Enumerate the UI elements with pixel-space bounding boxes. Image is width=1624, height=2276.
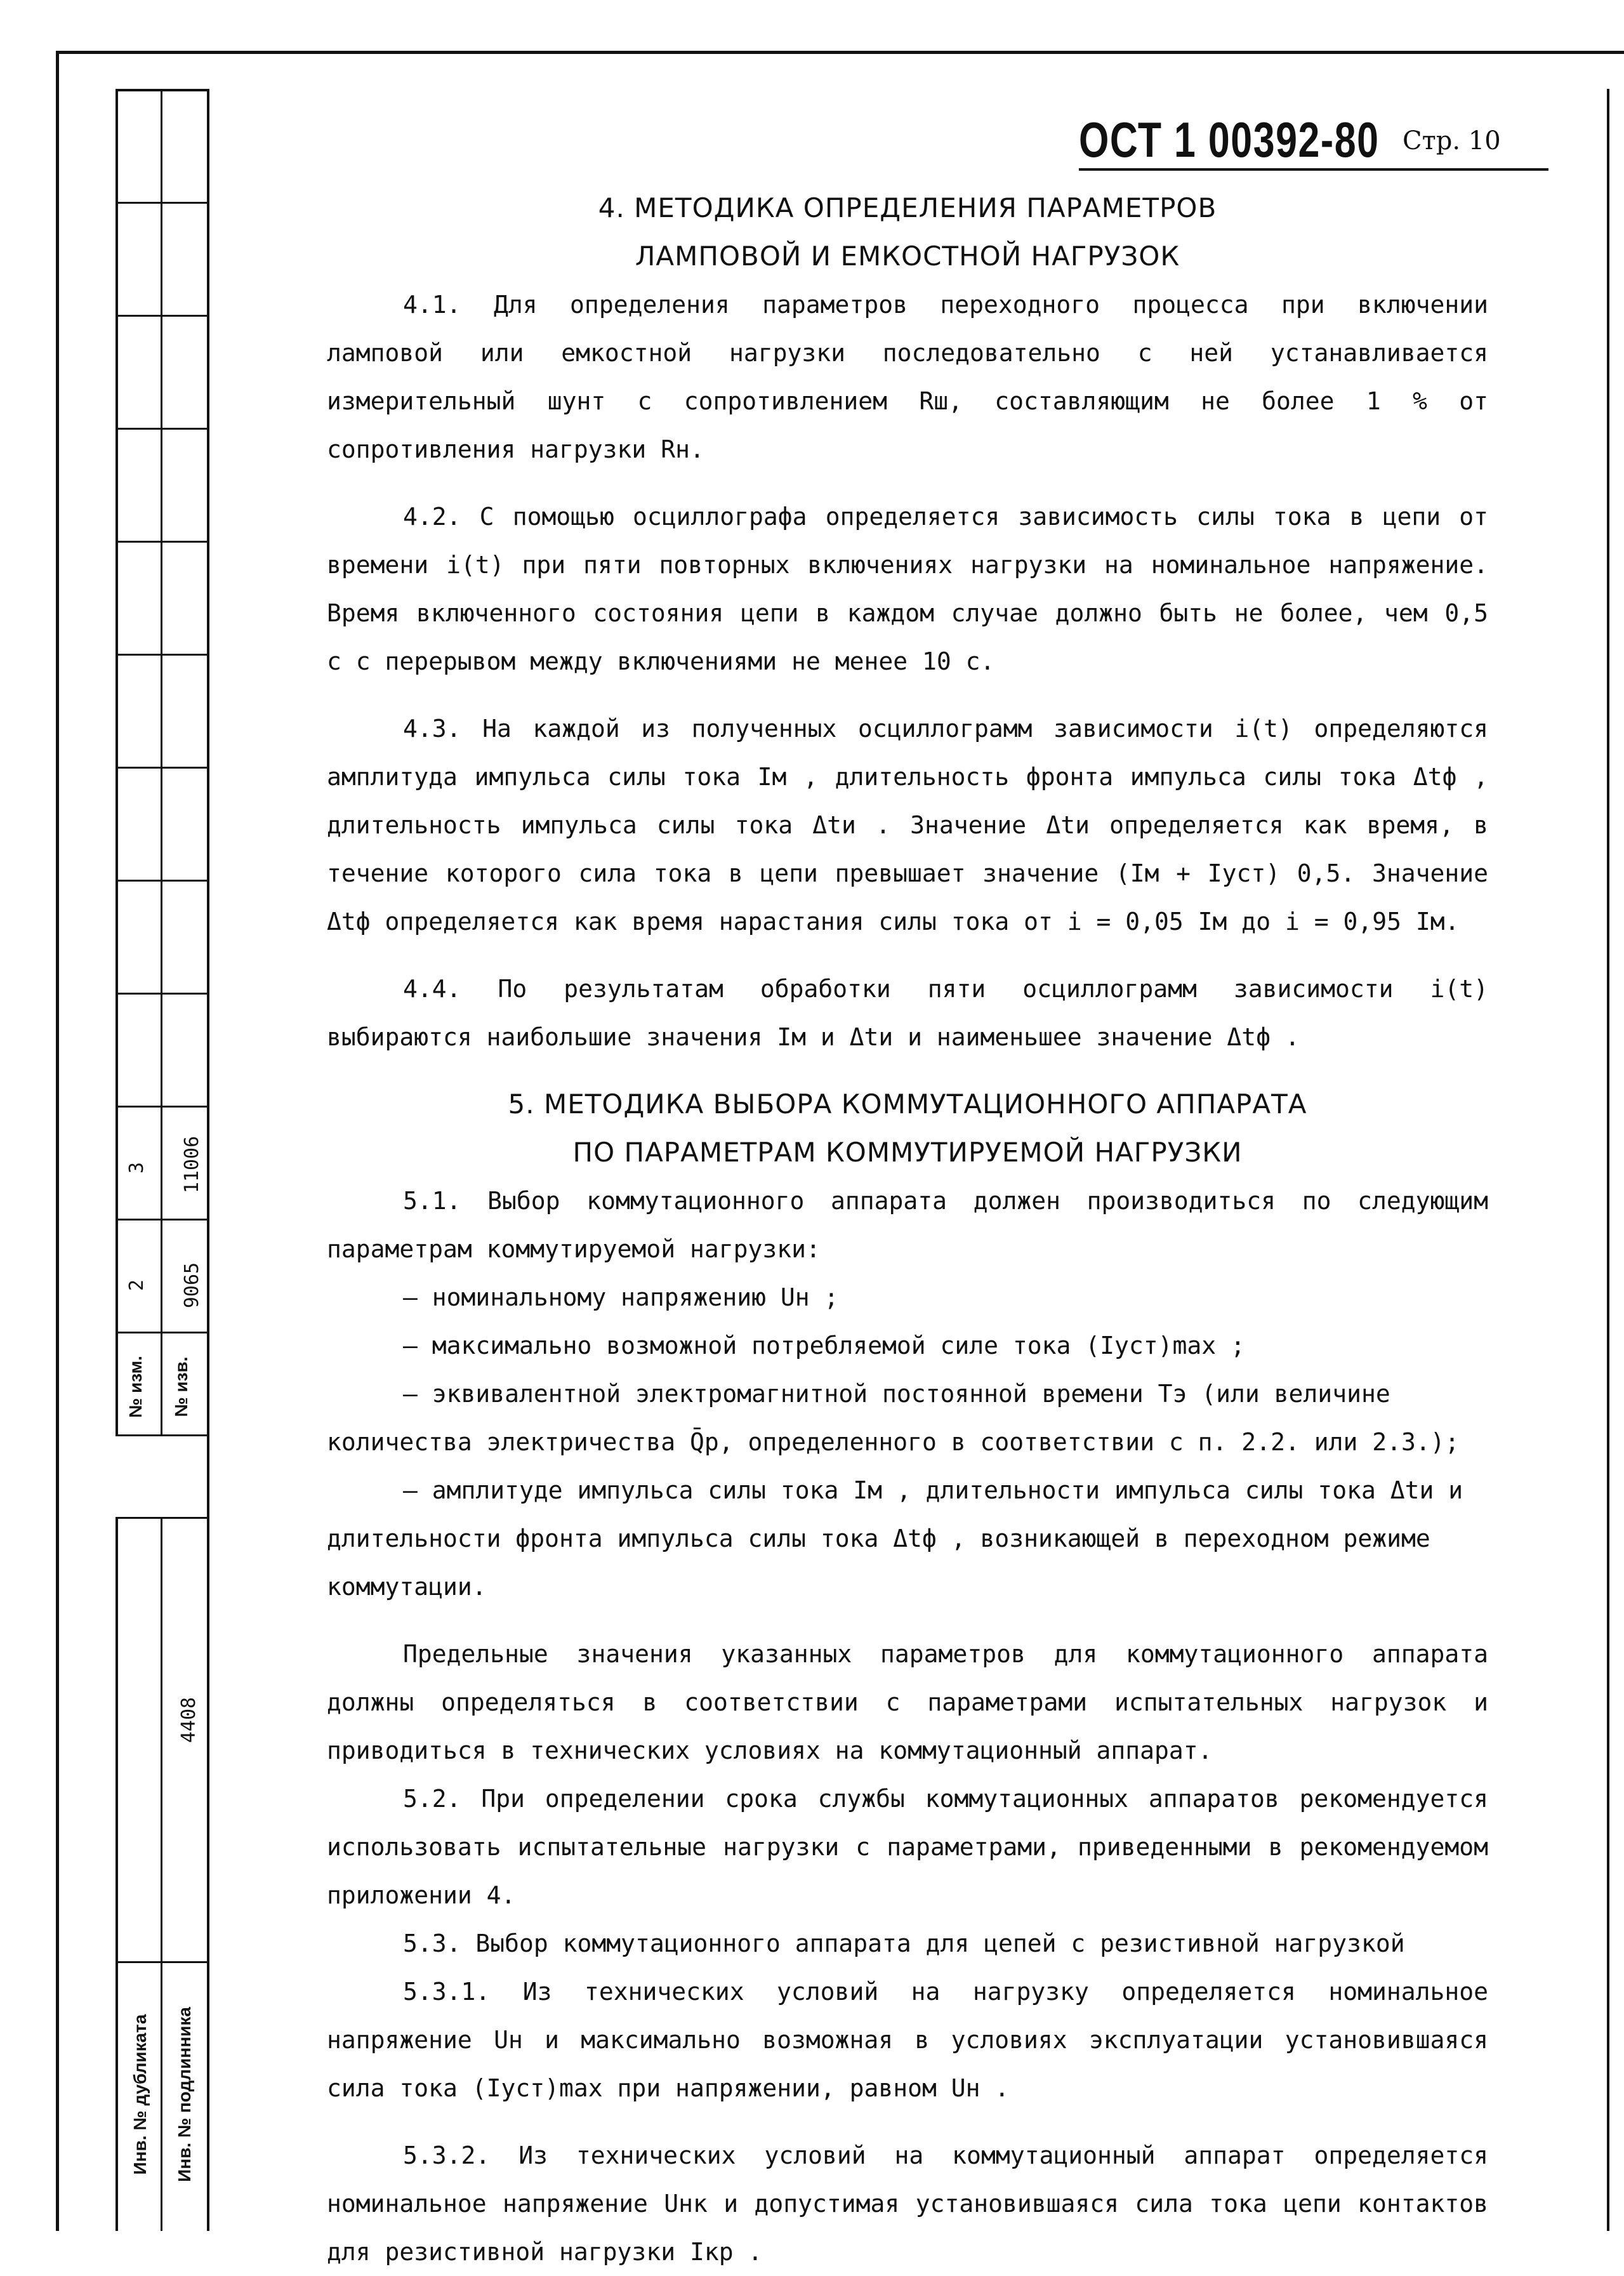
list-item: – амплитуде импульса силы тока Iм , длительности импульса силы тока Δtи и длительности фронта импульса силы тока Δtф , возникающей в переходном режиме коммутации. [327,1476,1463,1601]
paragraph-4-3: 4.3. На каждой из полученных осциллограмм зависимости i(t) определяются амплитуда импульса силы тока Iм , длительность фронта импульса силы тока Δtф , длительность импульса силы тока Δtи . Значение Δtи определяется как время, в течение которого сила тока в цепи превышает значение (Iм + Iуст) 0,5. Значение Δtф определяется как время нарастания силы тока от i = 0,05 Iм до i = 0,95 Iм. [327,715,1488,936]
stamp-row-line [116,315,208,317]
frame-left-border [56,51,59,2231]
stamp-row-line [116,993,208,995]
stamp-row-line [116,1961,208,1963]
stamp-inv-podl-label: Инв. № подлинника [175,2007,194,2182]
stamp-izm-value-2: 2 [126,1279,148,1292]
section4-title-line2: ЛАМПОВОЙ И ЕМКОСТНОЙ НАГРУЗОК [635,241,1180,272]
stamp-izm-label: № изм. [126,1356,145,1418]
stamp-izv-label: № изв. [171,1356,191,1417]
frame-right-border [1607,89,1609,2231]
paragraph-5-1-limits: Предельные значения указанных параметров для коммутационного аппарата должны определяться в соответствии с параметрами испытательных нагрузок и приводиться в технических условиях на коммутационный аппарат. [327,1640,1488,1764]
stamp-outer-line-lower [116,1517,118,2231]
stamp-izm-value-3: 3 [126,1161,148,1174]
stamp-outer-line-upper [116,89,118,1434]
section5-title-line2: ПО ПАРАМЕТРАМ КОММУТИРУЕМОЙ НАГРУЗКИ [572,1137,1243,1168]
stamp-divider-upper [161,89,162,1434]
list-item: – номинальному напряжению Uн ; [403,1283,839,1311]
list-item: – эквивалентной электромагнитной постоянной времени Tэ (или величине количества электричества Q̄p, определенного в соответствии с п. 2.2. или 2.3.); [327,1380,1460,1456]
stamp-row-line [116,767,208,769]
doc-number: ОСТ 1 00392-80 [1079,112,1380,168]
stamp-column-border [207,89,209,2231]
page-header [1079,111,1548,171]
paragraph-5-3-1: 5.3.1. Из технических условий на нагрузку определяется номинальное напряжение Uн и максимально возможная в условиях эксплуатации установившаяся сила тока (Iуст)max при напряжении, равном Uн . [327,1978,1488,2102]
stamp-row-line [116,428,208,430]
stamp-row-line [116,654,208,656]
list-item: – максимально возможной потребляемой силе тока (Iуст)max ; [403,1332,1245,1360]
paragraph-4-4: 4.4. По результатам обработки пяти осциллограмм зависимости i(t) выбираются наибольшие значения Iм и Δtи и наименьшее значение Δtф . [327,975,1488,1051]
stamp-row-line [116,1219,208,1221]
stamp-row-line [116,1106,208,1108]
paragraph-4-1: 4.1. Для определения параметров переходного процесса при включении ламповой или емкостной нагрузки последовательно с ней устанавливается измерительный шунт с сопротивлением Rш, составляющим не более 1 % от сопротивления нагрузки Rн. [327,291,1488,463]
stamp-row-line [116,1434,208,1436]
stamp-row-line [116,541,208,543]
stamp-row-line [116,1517,208,1519]
stamp-inv-podl-value: 4408 [178,1697,200,1743]
section5-title-line1: 5. МЕТОДИКА ВЫБОРА КОММУТАЦИОННОГО АППАРАТА [508,1088,1307,1120]
section4-title-line1: 4. МЕТОДИКА ОПРЕДЕЛЕНИЯ ПАРАМЕТРОВ [598,192,1217,223]
stamp-izv-value-9065: 9065 [181,1262,203,1309]
stamp-row-line [116,202,208,204]
paragraph-5-2: 5.2. При определении срока службы коммутационных аппаратов рекомендуется использовать испытательные нагрузки с параметрами, приведенными в рекомендуемом приложении 4. [327,1785,1488,1909]
stamp-izv-value-11006: 11006 [181,1135,203,1194]
page-number: Стр. 10 [1403,126,1501,155]
stamp-row-line [116,1332,208,1333]
stamp-divider-lower [161,1517,162,2231]
paragraph-5-3: 5.3. Выбор коммутационного аппарата для цепей с резистивной нагрузкой [403,1929,1405,1957]
stamp-row-line [116,880,208,882]
paragraph-5-3-2: 5.3.2. Из технических условий на коммутационный аппарат определяется номинальное напряжение Uнк и допустимая установившаяся сила тока цепи контактов для резистивной нагрузки Iкр . [327,2141,1488,2266]
paragraph-5-1: 5.1. Выбор коммутационного аппарата должен производиться по следующим параметрам коммутируемой нагрузки: [327,1187,1488,1263]
document-body [327,184,1488,2276]
stamp-inv-dubl-label: Инв. № дубликата [130,2014,150,2175]
paragraph-4-2: 4.2. С помощью осциллографа определяется зависимость силы тока в цепи от времени i(t) при пяти повторных включениях нагрузки на номинальное напряжение. Время включенного состояния цепи в каждом случае должно быть не более, чем 0,5 с с перерывом между включениями не менее 10 с. [327,503,1488,675]
frame-top-border [56,51,1624,54]
